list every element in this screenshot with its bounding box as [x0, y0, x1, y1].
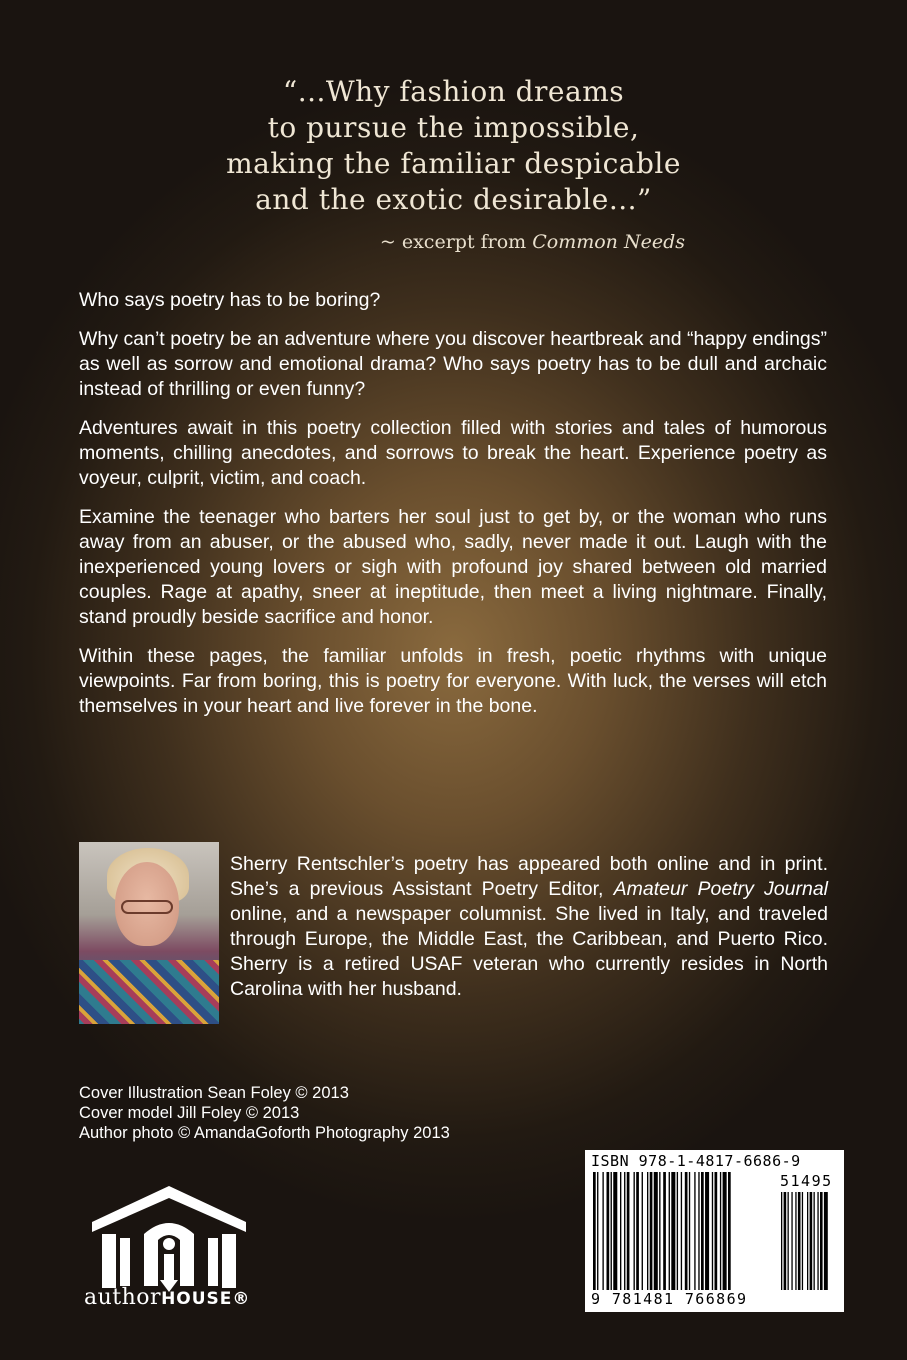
- barcode-bar: [613, 1172, 617, 1290]
- description-paragraph: Adventures await in this poetry collection filled with stories and tales of humorous moments, chilling anecdotes, and sorrows to break the heart. Experience poetry as voyeur, culprit, victim, and coach.: [79, 417, 827, 489]
- bio-publication: Amateur Poetry Journal: [613, 878, 828, 900]
- quote-line: making the familiar despicable: [226, 147, 681, 180]
- barcode-addon-bar: [791, 1192, 792, 1290]
- barcode-addon-bar: [798, 1192, 801, 1290]
- barcode-bar: [607, 1172, 610, 1290]
- description-paragraph: Within these pages, the familiar unfolds in fresh, poetic rhythms with unique viewpoints. Far from boring, this is poetry for everyone. With luck, the verses will etch themselves in your heart and live forever in the bone.: [79, 645, 827, 717]
- barcode-bar: [642, 1172, 643, 1290]
- barcode-bar: [602, 1172, 603, 1290]
- barcode-bar: [685, 1172, 688, 1290]
- bio-text: online, and a newspaper columnist. She lived in Italy, and traveled through Europe, the Middle East, the Caribbean, and Puerto Rico. Sherry is a retired USAF veteran who currently resides in North Carolina with her husband.: [230, 903, 828, 1000]
- credit-line: Author photo © AmandaGoforth Photography 2013: [79, 1124, 450, 1142]
- barcode-bar: [723, 1172, 727, 1290]
- barcode-bar: [659, 1172, 660, 1290]
- barcode-bar: [712, 1172, 713, 1290]
- barcode-bar: [677, 1172, 678, 1290]
- publisher-name: [84, 1285, 250, 1310]
- description-paragraph: Examine the teenager who barters her soul just to get by, or the woman who runs away from an abuser, or the abused who, sadly, never made it out. Laugh with the inexperienced young lovers or sigh with profound joy shared between old married couples. Rage at apathy, sneer at ineptitude, then meet a living nightmare. Finally, stand proudly beside sacrifice and honor.: [79, 506, 827, 628]
- barcode-bars: [591, 1172, 839, 1292]
- barcode-bar: [636, 1172, 639, 1290]
- barcode-bar: [620, 1172, 621, 1290]
- quote-attribution: [380, 231, 685, 253]
- barcode-bar: [634, 1172, 635, 1290]
- barcode-bar: [663, 1172, 666, 1290]
- author-bio: [230, 852, 828, 1002]
- author-photo: [79, 842, 219, 1024]
- barcode-addon-bar: [820, 1192, 823, 1290]
- publisher-registered-mark: ®: [232, 1289, 251, 1309]
- barcode-addon-bar: [807, 1192, 808, 1290]
- barcode-bar: [624, 1172, 625, 1290]
- barcode-bar: [647, 1172, 648, 1290]
- cover-credits: [79, 1083, 450, 1143]
- price-code: 51495: [780, 1172, 833, 1190]
- barcode-bar: [654, 1172, 658, 1290]
- credit-line: Cover model Jill Foley © 2013: [79, 1104, 300, 1122]
- barcode-addon-bar: [795, 1192, 796, 1290]
- barcode-addon-bar: [810, 1192, 813, 1290]
- barcode-bar: [611, 1172, 612, 1290]
- barcode-bar: [720, 1172, 721, 1290]
- quote-source-prefix: ~ excerpt from: [379, 231, 527, 253]
- quote-line: “...Why fashion dreams: [282, 75, 625, 108]
- barcode-addon-bar: [788, 1192, 789, 1290]
- barcode-addon-bar: [824, 1192, 828, 1290]
- description-paragraph: Who says poetry has to be boring?: [79, 289, 381, 311]
- barcode-bar: [701, 1172, 704, 1290]
- barcode-bar: [671, 1172, 675, 1290]
- author-glasses: [121, 900, 173, 914]
- barcode-bar: [597, 1172, 598, 1290]
- ean-digits: 9 781481 766869: [591, 1290, 748, 1308]
- publisher-name-part2: HOUSE: [161, 1289, 233, 1309]
- barcode-bar: [681, 1172, 682, 1290]
- barcode-bar: [593, 1172, 596, 1290]
- barcode-bar: [705, 1172, 709, 1290]
- barcode-addon-bar: [802, 1192, 803, 1290]
- quote-line: and the exotic desirable...”: [255, 183, 652, 216]
- isbn-barcode: [585, 1150, 844, 1312]
- barcode-addon-bar: [814, 1192, 815, 1290]
- barcode-addon-bar: [781, 1192, 782, 1290]
- book-description: [79, 288, 827, 733]
- barcode-bar: [689, 1172, 690, 1290]
- barcode-addon-bar: [784, 1192, 787, 1290]
- publisher-name-part1: author: [84, 1285, 162, 1310]
- barcode-bar: [715, 1172, 718, 1290]
- quote-line: to pursue the impossible,: [267, 111, 640, 144]
- credit-line: Cover Illustration Sean Foley © 2013: [79, 1084, 349, 1102]
- bio-text: Sherry Rentschler’s poetry has appeared both online and in print. She’s a previous Assistant Poetry Editor,: [230, 853, 828, 900]
- epigraph-quote: [0, 74, 907, 218]
- barcode-bar: [669, 1172, 670, 1290]
- quote-source-work: Common Needs: [532, 231, 685, 253]
- barcode-bar: [728, 1172, 731, 1290]
- barcode-bar: [650, 1172, 653, 1290]
- author-scarf: [79, 960, 219, 1024]
- barcode-bar: [694, 1172, 695, 1290]
- barcode-bar: [698, 1172, 699, 1290]
- barcode-addon-bar: [817, 1192, 818, 1290]
- barcode-bar: [627, 1172, 630, 1290]
- isbn-label: ISBN 978-1-4817-6686-9: [591, 1152, 801, 1170]
- description-paragraph: Why can’t poetry be an adventure where you discover heartbreak and “happy endings” as well as sorrow and emotional drama? Who says poetry has to be dull and archaic instead of thrilling or even funny?: [79, 328, 827, 400]
